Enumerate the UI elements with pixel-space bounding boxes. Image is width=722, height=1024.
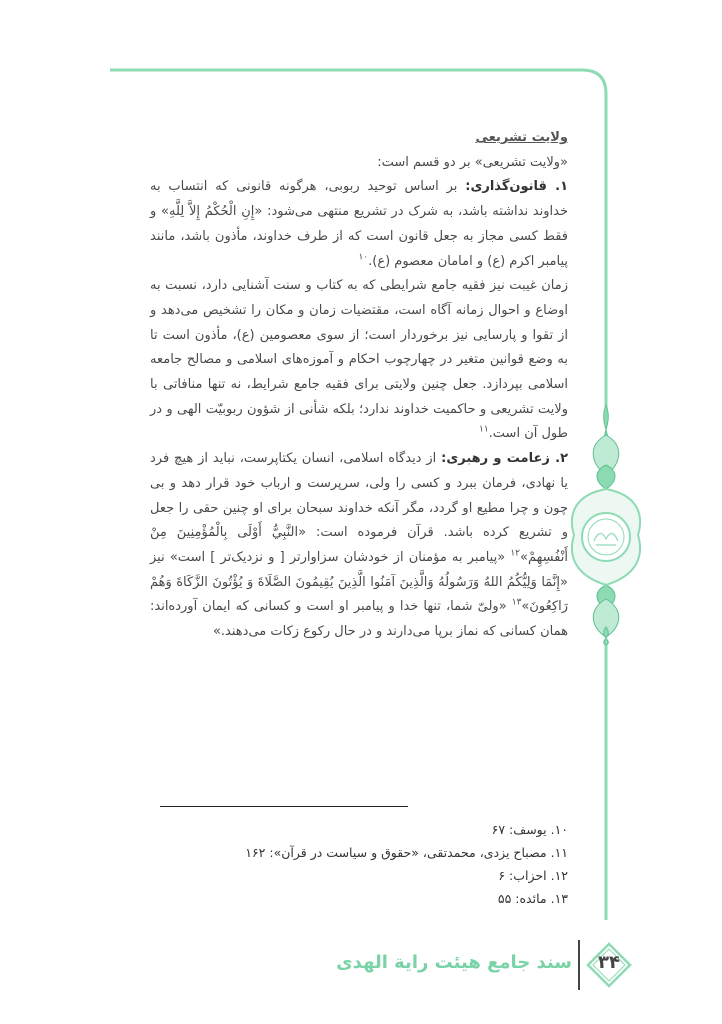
jurist-body: زمان غیبت نیز فقیه جامع شرایطی که به کتاب و سنت آشنایی دارد، نسبت به اوضاع و احوال زمانه آگاه است، مقتضیات زمان و مکان را تشخیص می‌دهد و از تقوا و پارسایی نیز برخوردار است؛ از سوی معصومین (ع)، مأذون است تا به وضع قوانین متغیر در چهارچوب احکام و آموزه‌های اسلامی و مصالح جامعه اسلامی بپردازد. جعل چنین ولایتی برای فقیه جامع شرایط، نه تنها منافاتی با ولایت تشریعی و حاکمیت خداوند ندارد؛ بلکه شأنی از شؤون ربوبیّت الهی و در طول آن است. [150, 278, 568, 442]
leadership-body: از دیدگاه اسلامی، انسان یکتاپرست، نباید از هیچ فرد یا نهادی، فرمان ببرد و کسی را ولی، سرپرست و ارباب خود قرار دهد و بی چون و چرا مطیع او گردد، مگر آنکه خداوند سبحان برای او چنین حقی را جعل و تشریع کرده باشد. قرآن فرموده است: «النَّبِيُّ أَوْلَى بِالْمُؤْمِنِينَ مِنْ أَنْفُسِهِمْ» [150, 451, 568, 565]
footnote-item: ۱۳. مائده: ۵۵ [497, 891, 568, 906]
section-title: ولایت تشریعی [475, 130, 568, 145]
intro-paragraph: «ولایت تشریعی» بر دو قسم است: [377, 154, 568, 170]
footnote-separator [160, 806, 408, 807]
legislation-body: بر اساس توحید ربوبی، هرگونه قانونی که انتساب به خداوند نداشته باشد، به شرک در تشریع منتهی می‌شود: «إِنِ الْحُكْمُ إِلاَّ لِلَّهِ» و فقط کسی مجاز به جعل قانون است که از طرف خداوند، مأذون باشد، مانند پیامبر اکرم (ع) و امامان معصوم (ع). [150, 179, 568, 269]
legislation-heading: ۱. قانون‌گذاری: [465, 179, 569, 195]
footnote-item: ۱۱. مصباح یزدی، محمدتقی، «حقوق و سیاست در قرآن»: ۱۶۲ [245, 845, 568, 860]
page-number: ۳۴ [598, 952, 620, 973]
footnote-item: ۱۲. احزاب: ۶ [498, 868, 568, 883]
footnote-ref-13: ۱۳ [511, 598, 522, 609]
footnote-ref-11: ۱۱ [478, 425, 489, 436]
main-text [150, 126, 568, 645]
leadership-quote: «پیامبر به مؤمنان از خودشان سزاوارتر [ و نزدیک‌تر ] است» نیز «إِنَّمَا وَلِيُّكُمُ اللهُ وَرَسُولُهُ وَالَّذِينَ آمَنُوا الَّذِينَ يُقِيمُونَ الصَّلَاةَ وَ يُؤْتُونَ الزَّكَاةَ وَهُمْ رَاكِعُونَ» [150, 549, 568, 615]
leadership-heading: ۲. زعامت و رهبری: [441, 451, 568, 467]
footnote-item: ۱۰. یوسف: ۶۷ [491, 822, 568, 837]
footnote-ref-10: ۱۰ [358, 252, 369, 263]
leadership-paragraph [150, 447, 568, 645]
footer-divider [578, 940, 580, 990]
footer-title: سند جامع هیئت رایة الهدی [336, 952, 572, 973]
floral-ornament [568, 405, 644, 645]
legislation-paragraph [150, 175, 568, 274]
footnote-ref-12: ۱۲ [510, 548, 520, 559]
footnotes [160, 818, 568, 910]
jurist-paragraph [150, 274, 568, 447]
leadership-end: «ولیّ شما، تنها خدا و پیامبر او است و کسانی که ایمان آورده‌اند: همان کسانی که نماز برپا می‌دارند و در حال رکوع زکات می‌دهند.» [150, 599, 568, 640]
